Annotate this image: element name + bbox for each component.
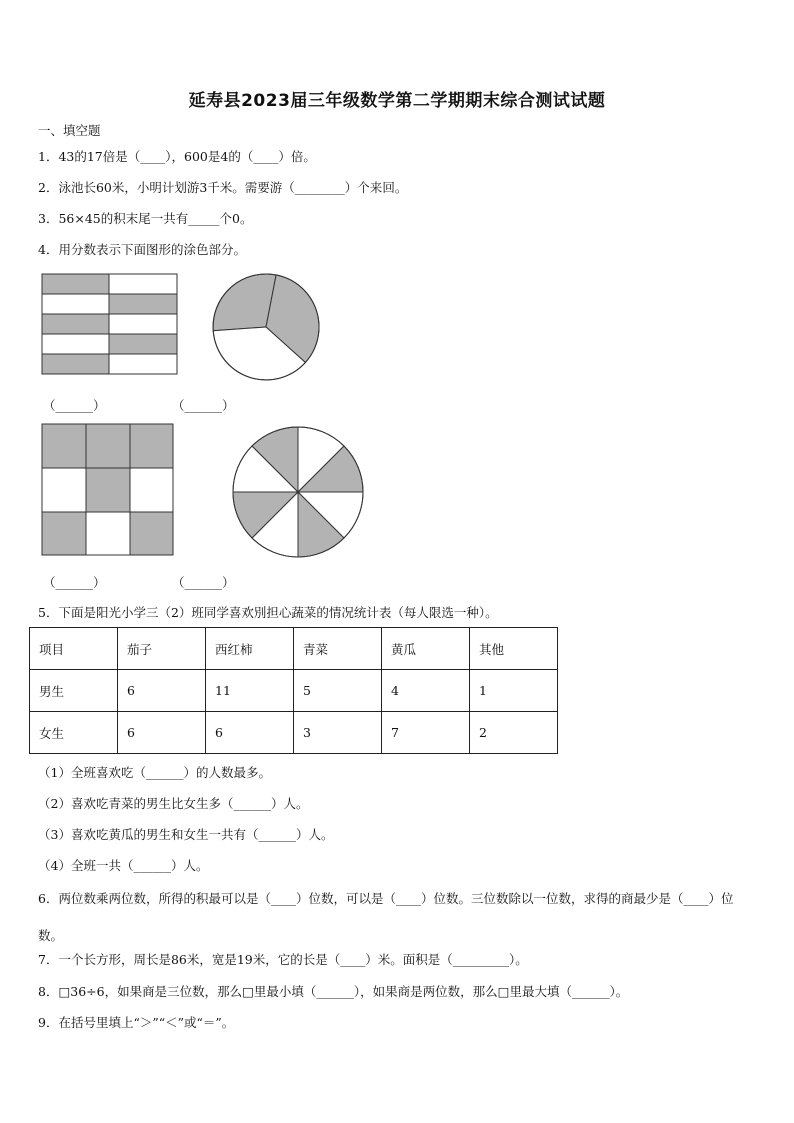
question-1: 1．43的17倍是（____），600是4的（____）倍。 [38, 149, 316, 164]
table-header-cell: 黄瓜 [382, 628, 470, 670]
question-5-sub-3: （3）喜欢吃黄瓜的男生和女生一共有（______）人。 [38, 827, 334, 842]
question-2: 2．泳池长60米，小明计划游3千米。需要游（________）个来回。 [38, 180, 408, 195]
three-sector-circle-figure [209, 270, 323, 384]
table-header-row [30, 628, 558, 670]
table-header-cell: 西红柿 [206, 628, 294, 670]
shaded-cell [86, 468, 130, 512]
table-row [30, 670, 558, 712]
question-3: 3．56×45的积末尾一共有_____个0。 [38, 211, 253, 226]
table-cell: 男生 [30, 670, 118, 712]
table-row [30, 712, 558, 754]
shaded-cell [130, 424, 173, 468]
question-5-sub-4: （4）全班一共（______）人。 [38, 858, 209, 873]
vegetable-stats-table [29, 627, 558, 754]
table-header-cell: 茄子 [118, 628, 206, 670]
table-cell: 6 [118, 712, 206, 754]
shaded-stripe [42, 274, 109, 294]
table-cell: 2 [470, 712, 558, 754]
shaded-cell [42, 512, 86, 555]
table-cell: 3 [294, 712, 382, 754]
answer-blank[interactable]: （______） [43, 575, 106, 590]
table-cell: 7 [382, 712, 470, 754]
shaded-stripe [42, 314, 109, 334]
question-7: 7．一个长方形，周长是86米，宽是19米，它的长是（____）米。面积是（_________）。 [38, 952, 528, 967]
section-heading: 一、填空题 [38, 123, 101, 138]
table-header-cell: 青菜 [294, 628, 382, 670]
question-6: 6．两位数乘两位数，所得的积最可以是（____）位数，可以是（____）位数。三位数除以一位数，求得的商最少是（____）位数。 [38, 891, 734, 943]
shaded-cell [130, 512, 173, 555]
page-title: 延寿县2023届三年级数学第二学期期末综合测试试题 [188, 91, 606, 111]
answer-blank[interactable]: （______） [43, 398, 106, 413]
question-4: 4．用分数表示下面图形的涂色部分。 [38, 242, 246, 257]
shaded-stripe [42, 354, 109, 374]
eight-sector-circle-figure [231, 425, 365, 559]
question-8: 8．□36÷6，如果商是三位数，那么□里最小填（______），如果商是两位数，那么□里最大填（______）。 [38, 984, 629, 999]
shaded-cell [86, 424, 130, 468]
grid-square-figure [41, 423, 175, 557]
striped-rectangle-figure [41, 273, 179, 375]
table-cell: 11 [206, 670, 294, 712]
question-5-sub-1: （1）全班喜欢吃（______）的人数最多。 [38, 765, 271, 780]
table-header-cell: 其他 [470, 628, 558, 670]
answer-blank[interactable]: （______） [172, 398, 235, 413]
question-5: 5．下面是阳光小学三（2）班同学喜欢別担心蔬菜的情况统计表（每人限选一种）。 [38, 605, 498, 620]
shaded-stripe [109, 334, 177, 354]
table-header-cell: 项目 [30, 628, 118, 670]
table-cell: 6 [118, 670, 206, 712]
table-cell: 5 [294, 670, 382, 712]
table-cell: 1 [470, 670, 558, 712]
shaded-cell [42, 424, 86, 468]
table-cell: 4 [382, 670, 470, 712]
question-5-sub-2: （2）喜欢吃青菜的男生比女生多（______）人。 [38, 796, 309, 811]
question-9: 9．在括号里填上“＞”“＜”或“＝”。 [38, 1015, 235, 1030]
answer-blank[interactable]: （______） [172, 575, 235, 590]
shaded-stripe [109, 294, 177, 314]
table-cell: 6 [206, 712, 294, 754]
table-cell: 女生 [30, 712, 118, 754]
